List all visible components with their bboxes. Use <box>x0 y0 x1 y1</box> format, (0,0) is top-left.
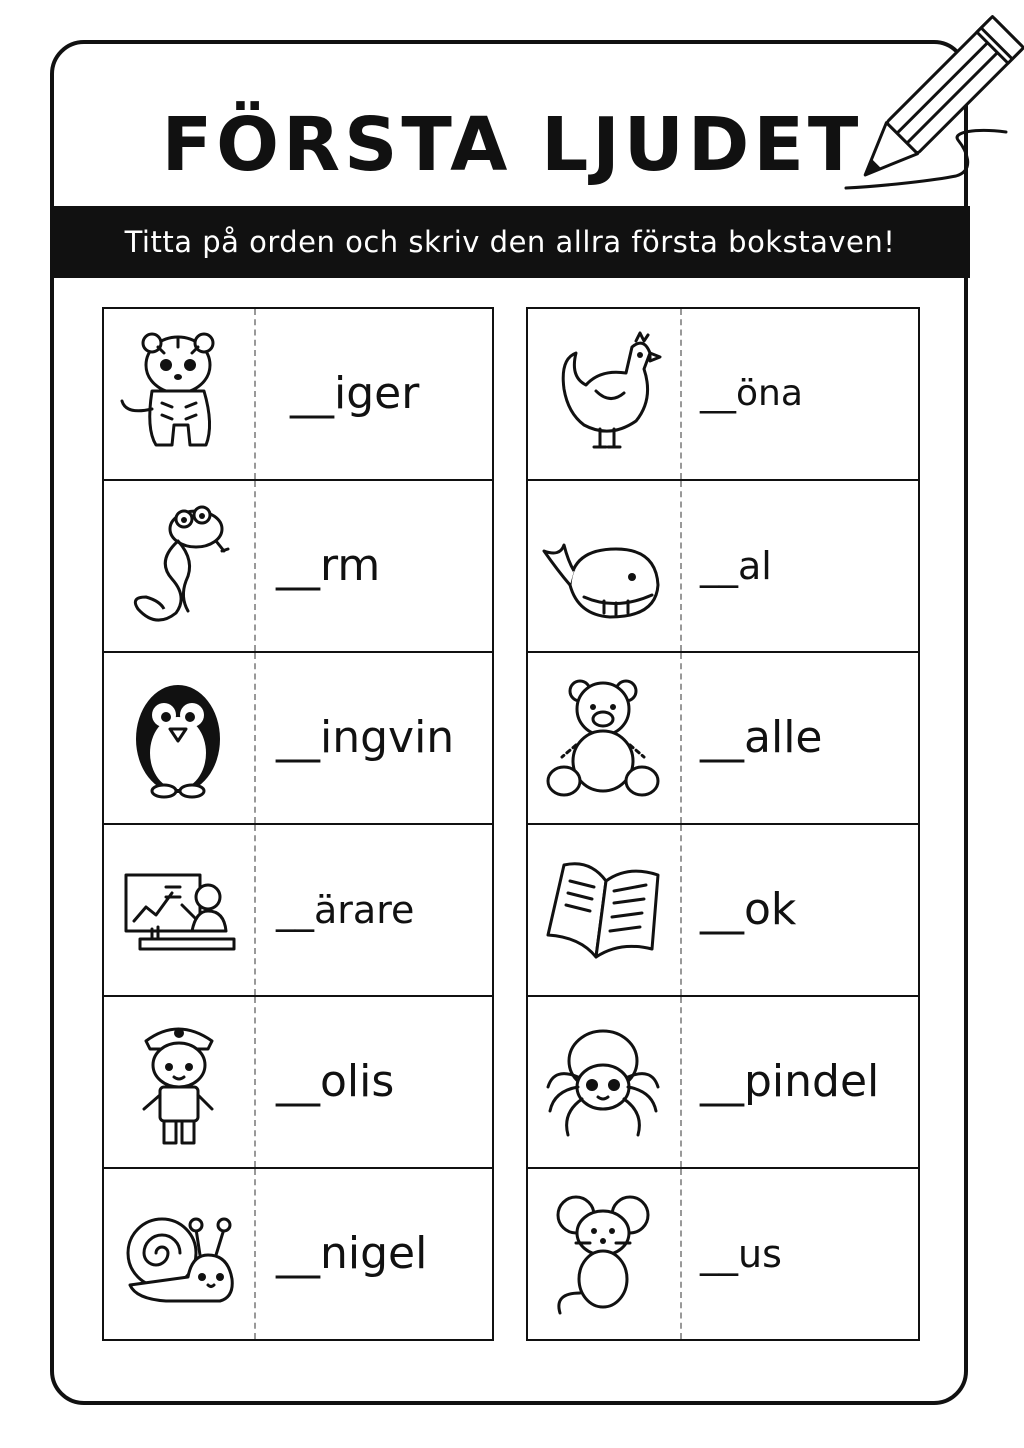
teacher-icon <box>116 845 242 975</box>
word-blank: __ärare <box>276 888 415 932</box>
word-blank: __us <box>700 1232 782 1276</box>
teddy-bear-icon <box>540 673 666 803</box>
word-blank: __ok <box>700 884 797 935</box>
hen-icon <box>540 329 666 459</box>
word-blank: __iger <box>290 368 420 419</box>
word-blank: __ingvin <box>276 712 455 763</box>
dashed-divider <box>680 481 682 651</box>
word-blank: __alle <box>700 712 823 763</box>
tiger-icon <box>116 329 242 459</box>
police-officer-icon <box>116 1017 242 1147</box>
word-card <box>102 995 494 1169</box>
book-icon <box>540 845 666 975</box>
dashed-divider <box>254 1169 256 1339</box>
word-card <box>102 651 494 825</box>
page-title: FÖRSTA LJUDET <box>161 102 863 188</box>
snail-icon <box>116 1189 242 1319</box>
spider-icon <box>540 1017 666 1147</box>
dashed-divider <box>254 653 256 823</box>
word-card <box>526 479 920 653</box>
dashed-divider <box>254 481 256 651</box>
dashed-divider <box>680 997 682 1167</box>
word-card <box>526 995 920 1169</box>
penguin-icon <box>116 673 242 803</box>
dashed-divider <box>254 825 256 995</box>
pencil-icon <box>826 0 1024 200</box>
word-card <box>102 1167 494 1341</box>
word-card <box>102 307 494 481</box>
word-blank: __al <box>700 544 772 588</box>
word-card <box>102 823 494 997</box>
word-card <box>526 823 920 997</box>
left-column <box>102 307 494 1345</box>
snake-icon <box>116 501 242 631</box>
whale-icon <box>540 501 666 631</box>
word-blank: __pindel <box>700 1056 880 1107</box>
dashed-divider <box>680 653 682 823</box>
word-blank: __nigel <box>276 1228 428 1279</box>
word-card <box>102 479 494 653</box>
word-blank: __öna <box>700 373 803 414</box>
mouse-icon <box>540 1189 666 1319</box>
word-card <box>526 307 920 481</box>
dashed-divider <box>680 825 682 995</box>
dashed-divider <box>254 309 256 479</box>
dashed-divider <box>680 309 682 479</box>
word-blank: __rm <box>276 540 381 591</box>
word-blank: __olis <box>276 1056 395 1107</box>
dashed-divider <box>680 1169 682 1339</box>
right-column <box>526 307 920 1345</box>
word-card <box>526 651 920 825</box>
dashed-divider <box>254 997 256 1167</box>
instruction-banner: Titta på orden och skriv den allra första bokstaven! <box>50 206 970 278</box>
word-card <box>526 1167 920 1341</box>
